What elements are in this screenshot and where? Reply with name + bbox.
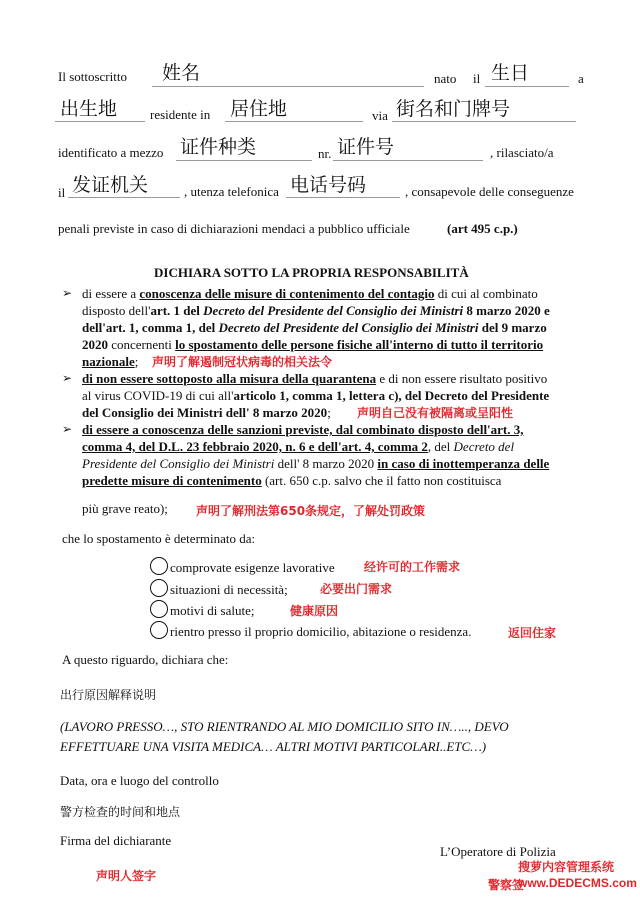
watermark-url-text: www.DEDECMS.com	[518, 876, 637, 890]
sottoscritto-label: Il sottoscritto	[58, 69, 127, 84]
id-type-field[interactable]: 证件种类	[180, 136, 257, 158]
option-1-checkbox[interactable]	[150, 557, 168, 575]
art495-text: (art 495 c.p.)	[447, 221, 518, 236]
declaration-title: DICHIARA SOTTO LA PROPRIA RESPONSABILITÀ	[154, 265, 469, 280]
a-label: a	[578, 71, 584, 86]
operatore-text: L’Operatore di Polizia	[440, 844, 556, 859]
id-number-field[interactable]: 证件号	[337, 136, 395, 158]
bullet-3-line-2: comma 4, del D.L. 23 febbraio 2020, n. 6 e dell'art. 4, comma 2, del Decreto del	[82, 439, 515, 454]
consapevole-label: , consapevole delle conseguenze	[405, 184, 574, 199]
arrow-bullet-icon: ➢	[62, 371, 73, 385]
birthplace-field[interactable]: 出生地	[60, 98, 118, 120]
birth-date-underline	[485, 86, 569, 87]
option-3-checkbox[interactable]	[150, 600, 168, 618]
option-1-label: comprovate esigenze lavorative	[170, 560, 335, 575]
example-line-1: (LAVORO PRESSO…, STO RIENTRANDO AL MIO DOMICILIO SITO IN….., DEVO	[60, 719, 509, 734]
data-ora-text: Data, ora e luogo del controllo	[60, 773, 219, 788]
utenza-label: , utenza telefonica	[184, 184, 279, 199]
bullet-1-line-2: disposto dell'art. 1 del Decreto del Presidente del Consiglio dei Ministri 8 marzo 2020 e	[82, 303, 550, 318]
rilasciato-label: , rilasciato/a	[490, 145, 554, 160]
spostamento-text: che lo spostamento è determinato da:	[62, 531, 256, 546]
residence-underline	[225, 121, 363, 122]
arrow-bullet-icon: ➢	[62, 422, 73, 436]
option-2-note: 必要出门需求	[320, 582, 393, 596]
residence-field[interactable]: 居住地	[230, 98, 288, 120]
option-4-note: 返回住家	[508, 626, 557, 640]
bullet-2-line-1: di non essere sottoposto alla misura della quarantena e di non essere risultato positivo	[82, 371, 548, 386]
police-note: 警察签	[488, 878, 525, 892]
option-3-note: 健康原因	[290, 604, 339, 618]
phone-underline	[286, 197, 400, 198]
birthplace-underline	[55, 121, 145, 122]
name-underline	[152, 86, 424, 87]
data-cn-text: 警方检查的时间和地点	[60, 805, 181, 819]
option-3-label: motivi di salute;	[170, 603, 255, 618]
street-field[interactable]: 街名和门牌号	[396, 98, 511, 120]
birth-date-field[interactable]: 生日	[491, 62, 530, 84]
name-field[interactable]: 姓名	[162, 62, 201, 84]
penali-text: penali previste in caso di dichiarazioni mendaci a pubblico ufficiale	[58, 221, 410, 236]
residente-label: residente in	[150, 107, 211, 122]
option-1-note: 经许可的工作需求	[364, 560, 461, 574]
bullet-3-line-3: Presidente del Consiglio dei Ministri dell' 8 marzo 2020 in caso di inottemperanza delle	[82, 456, 550, 471]
bullet-3-line-1: di essere a conoscenza delle sanzioni previste, dal combinato disposto dell'art. 3,	[82, 422, 524, 437]
via-label: via	[372, 108, 388, 123]
bullet-2-line-2: al virus COVID-19 di cui all'articolo 1, comma 1, lettera c), del Decreto del Presidente	[82, 388, 550, 403]
id-number-underline	[333, 160, 483, 161]
street-underline	[392, 121, 576, 122]
firma-text: Firma del dichiarante	[60, 833, 172, 848]
nato-label: nato	[434, 71, 457, 86]
option-4-checkbox[interactable]	[150, 621, 168, 639]
bullet-1-line-1: di essere a conoscenza delle misure di contenimento del contagio di cui al combinato	[82, 286, 538, 301]
example-line-2: EFFETTUARE UNA VISITA MEDICA… ALTRI MOTIVI PARTICOLARI..ETC…)	[60, 739, 487, 754]
watermark-logo-text: 搜萝内容管理系统	[518, 860, 615, 874]
bullet-1-line-4: 2020 concernenti lo spostamento delle persone fisiche all'interno di tutto il territorio	[82, 337, 544, 352]
id-type-underline	[176, 160, 312, 161]
il-label: il	[473, 71, 481, 86]
nr-label: nr.	[318, 146, 332, 161]
bullet-1-note: 声明了解遏制冠状病毒的相关法令	[152, 355, 333, 369]
option-2-label: situazioni di necessità;	[170, 582, 288, 597]
bullet-3-line-5: più grave reato);	[82, 501, 168, 516]
riguardo-text: A questo riguardo, dichiara che:	[62, 652, 229, 667]
identificato-label: identificato a mezzo	[58, 145, 164, 160]
bullet-3-line-4: predette misure di contenimento (art. 650 c.p. salvo che il fatto non costituisca	[82, 473, 502, 488]
issuing-office-field[interactable]: 发证机关	[72, 174, 149, 196]
bullet-1-line-3: dell'art. 1, comma 1, del Decreto del Presidente del Consiglio dei Ministri del 9 marzo	[82, 320, 547, 335]
reason-cn-text: 出行原因解释说明	[60, 688, 157, 702]
arrow-bullet-icon: ➢	[62, 286, 73, 300]
bullet-2-note: 声明自己没有被隔离或呈阳性	[357, 406, 514, 420]
bullet-2-line-3: del Consiglio dei Ministri dell' 8 marzo 2020;	[82, 405, 331, 420]
bullet-1-line-5: nazionale;	[82, 354, 139, 369]
issuing-office-underline	[68, 197, 180, 198]
phone-field[interactable]: 电话号码	[290, 174, 367, 196]
sign-note: 声明人签字	[96, 869, 157, 883]
option-2-checkbox[interactable]	[150, 579, 168, 597]
option-4-label: rientro presso il proprio domicilio, abitazione o residenza.	[170, 624, 472, 639]
il2-label: il	[58, 185, 66, 200]
bullet-3-note: 声明了解刑法第650条规定，了解处罚政策	[196, 504, 426, 518]
